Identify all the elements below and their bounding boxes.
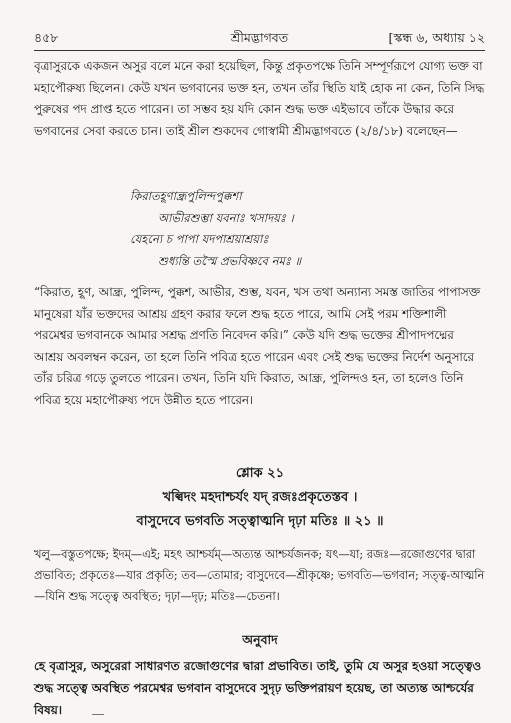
quoted-verse-line: যেহন্যে চ পাপা যদপাশ্রয়াশ্রয়াঃ (130, 232, 269, 246)
purport-intro: বৃত্রাসুরকে একজন অসুর বলে মনে করা হয়েছিল, কিন্তু প্রকৃতপক্ষে তিনি সম্পূর্ণরূপে যোগ্য ভক্ত বা মহাপৌরুষ্য ছিলেন। কেউ যখন ভগবানের ভক্ত হন, তখন তাঁর স্থিতি যাই হোক না কেন, তিনি সিদ্ধ পুরুষের পদ প্রাপ্ত হতে পারেন। তা সম্ভব হয় যদি কোন শুদ্ধ ভক্ত এইভাবে তাঁকে উদ্ধার করে ভগবানের সেবা করতে চান। তাই শ্রীল শুকদেব গোস্বামী শ্রীমদ্ভাগবতে (২/৪/১৮) বলেছেন— (34, 59, 485, 138)
quoted-verse (130, 186, 430, 272)
sloka-line: খল্বিদং মহদাশ্চর্যং যদ্ রজঃপ্রকৃতেস্তব । (162, 490, 358, 505)
quoted-verse-line: আভীরশুম্ভা যবনাঃ খসাদয়ঃ । (158, 210, 294, 225)
anuvad-heading: অনুবাদ (242, 632, 278, 647)
sloka-line: বাসুদেবে ভগবতি সত্ত্বাত্মনি দৃঢ়া মতিঃ ॥ ২১ ॥ (136, 514, 384, 529)
quoted-verse-line: শুধ্যন্তি তস্মৈ প্রভবিষ্ণবে নমঃ ॥ (158, 253, 302, 268)
running-header (34, 30, 485, 51)
quoted-verse-line: কিরাতহূণান্ধ্রপুলিন্দপুক্কশা (130, 189, 242, 203)
canto-chapter: [স্কন্ধ ৬, অধ্যায় ১২ (388, 30, 485, 45)
translation: হে বৃত্রাসুর, অসুরেরা সাধারণত রজোগুণের দ্বারা প্রভাবিত। তাই, তুমি যে অসুর হওয়া সত্ত্বেও শুদ্ধ সত্ত্বে অবস্থিত পরমেশ্বর ভগবান বাসুদেবে সুদৃঢ় ভক্তিপরায়ণ হয়েছ, তা অত্যন্ত আশ্চর্যের বিষয়। (34, 659, 482, 717)
purport-body: “কিরাত, হূণ, আন্ধ্র, পুলিন্দ, পুক্কশ, আভীর, শুম্ভ, যবন, খস তথা অন্যান্য সমস্ত জাতির পাপাসক্ত মানুষেরা যাঁর ভক্তদের আশ্রয় গ্রহণ করার ফলে শুদ্ধ হতে পারে, আমি সেই পরম শক্তিশালী পরমেশ্বর ভগবানকে আমার সশ্রদ্ধ প্রণতি নিবেদন করি।” কেউ যদি শুদ্ধ ভক্তের শ্রীপাদপদ্মের আশ্রয় অবলম্বন করেন, তা হলে তিনি পবিত্র হতে পারেন এবং সেই শুদ্ধ ভক্তের নির্দেশ অনুসারে তাঁর চরিত্র গড়ে তুলতে পারেন। তখন, তিনি যদি কিরাত, আন্ধ্র, পুলিন্দও হন, তা হলেও তিনি পবিত্র হয়ে মহাপৌরুষ্য পদে উন্নীত হতে পারেন। (34, 285, 481, 407)
book-title: শ্রীমদ্ভাগবত (230, 30, 289, 45)
page-number: ৪৫৮ (34, 30, 59, 45)
sloka-heading: শ্লোক ২১ (235, 466, 285, 481)
sloka-text (34, 486, 486, 534)
page-mark (92, 714, 104, 719)
synonyms: খলু—বস্তুতপক্ষে; ইদম্—এই; মহৎ আশ্চর্যম্—অত্যন্ত আশ্চর্যজনক; যৎ—যা; রজঃ—রজোগুণের দ্বারা প্রভাবিত; প্রকৃতেঃ—যার প্রকৃতি; তব—তোমার; বাসুদেবে—শ্রীকৃষ্ণে; ভগবতি—ভগবান; সত্ত্ব-আত্মনি—যিনি শুদ্ধ সত্ত্বে অবস্থিত; দৃঢ়া—দৃঢ়; মতিঃ—চেতনা। (34, 548, 485, 603)
